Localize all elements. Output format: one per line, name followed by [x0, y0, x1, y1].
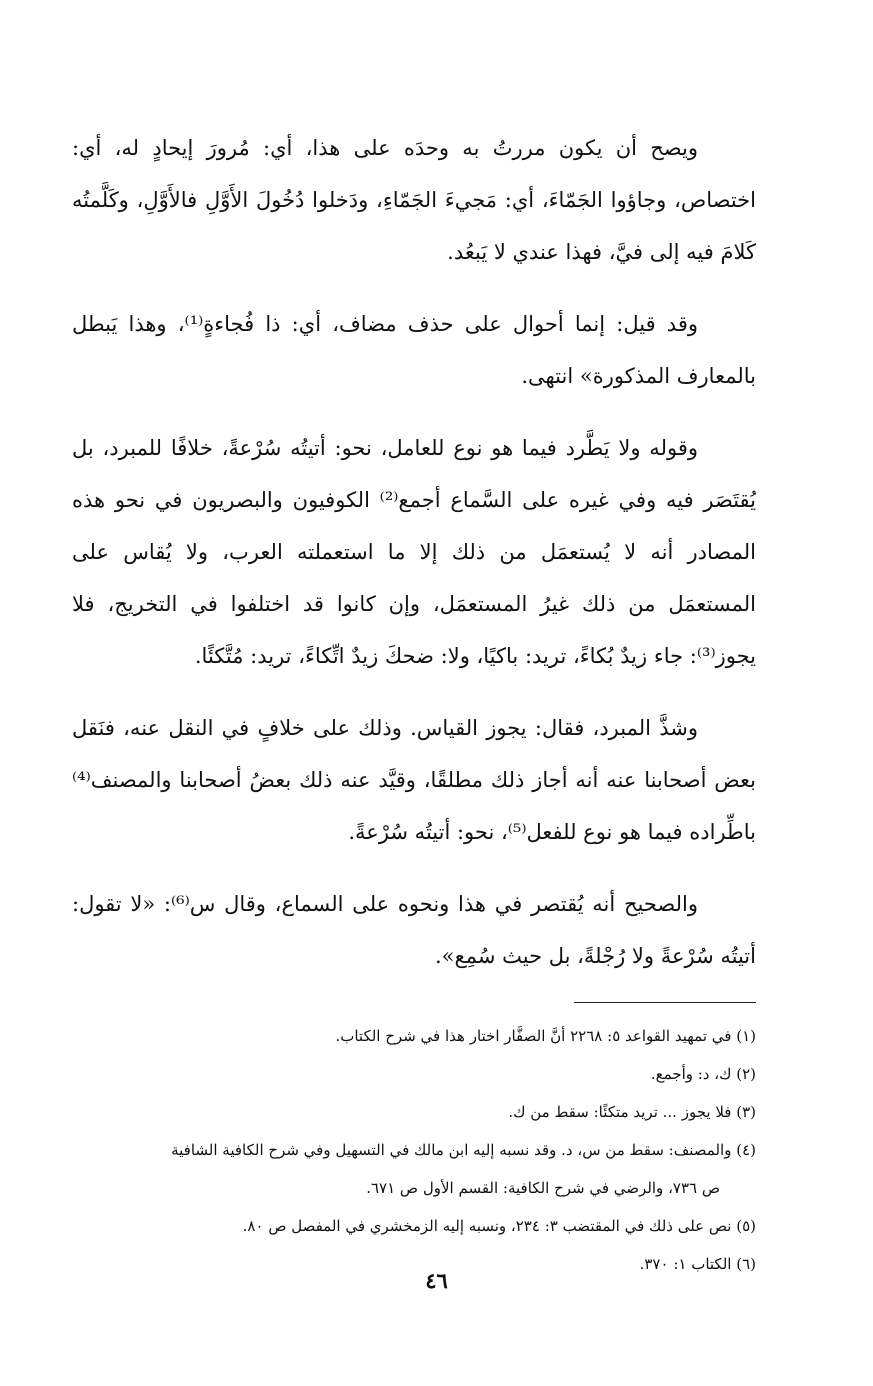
- paragraph-3: وقوله ولا يَطَّرد فيما هو نوع للعامل، نحو: أتيتُه سُرْعةً، خلافًا للمبرد، بل يُقتَصَر فيه وفي غيره على السَّماع أجمع⁽²⁾ الكوفيون والبصريون في نحو هذه المصادر أنه لا يُستعمَل من ذلك إلا ما استعملته العرب، ولا يُقاس على المستعمَل من ذلك غيرُ المستعمَل، وإن كانوا قد اختلفوا في التخريج، فلا يجوز⁽³⁾: جاء زيدٌ بُكاءً، تريد: باكيًا، ولا: ضحكَ زيدٌ اتِّكاءً، تريد: مُتَّكئًا.: [72, 436, 757, 668]
- footnote-1: [72, 1017, 756, 1055]
- paragraph-2: وقد قيل: إنما أحوال على حذف مضاف، أي: ذا فُجاءةٍ⁽¹⁾، وهذا يَبطل بالمعارف المذكورة» انتهى.: [72, 312, 756, 388]
- footnote-2: [72, 1055, 756, 1093]
- paragraph-1: ويصح أن يكون مررتُ به وحدَه على هذا، أي: مُرورَ إيحادٍ له، أي: اختصاص، وجاؤوا الجَمّاءَ، أي: مَجيءَ الجَمّاءِ، ودَخلوا دُخُولَ الأَوَّلِ فالأَوَّلِ، وكَلَّمتُه كَلامَ فيه إلى فيَّ، فهذا عندي لا يَبعُد.: [72, 136, 756, 264]
- footnote-line: (٤) والمصنف: سقط من س، د. وقد نسبه إليه ابن مالك في التسهيل وفي شرح الكافية الشافية: [171, 1141, 756, 1159]
- main-text: [72, 122, 756, 982]
- footnotes: [72, 1017, 756, 1283]
- footnote-4: [72, 1131, 756, 1207]
- footnote-line: (٢) ك، د: وأجمع.: [650, 1065, 756, 1083]
- footnote-line: (١) في تمهيد القواعد ٥: ٢٢٦٨ أنَّ الصفَّار اختار هذا في شرح الكتاب.: [335, 1027, 756, 1045]
- paragraph-4: وشذَّ المبرد، فقال: يجوز القياس. وذلك على خلافٍ في النقل عنه، فنَقل بعض أصحابنا عنه أنه أجاز ذلك مطلقًا، وقيَّد عنه ذلك بعضُ أصحابنا والمصنف⁽⁴⁾ باطِّراده فيما هو نوع للفعل⁽⁵⁾، نحو: أتيتُه سُرْعةً.: [72, 716, 756, 844]
- footnote-line: (٥) نص على ذلك في المقتضب ٣: ٢٣٤، ونسبه إليه الزمخشري في المفصل ص ٨٠.: [242, 1217, 756, 1235]
- footnote-line: (٣) فلا يجوز ... تريد متكئًا: سقط من ك.: [508, 1103, 756, 1121]
- footnote-3: [72, 1093, 756, 1131]
- book-page: [72, 122, 756, 1283]
- page-number: ٤٦: [425, 1268, 448, 1293]
- footnote-line: (٦) الكتاب ١: ٣٧٠.: [639, 1255, 756, 1273]
- footnote-5: [72, 1207, 756, 1245]
- footnote-line-continuation: ص ٧٣٦، والرضي في شرح الكافية: القسم الأول ص ٦٧١.: [366, 1179, 720, 1197]
- paragraph-5: والصحيح أنه يُقتصر في هذا ونحوه على السماع، وقال س⁽⁶⁾: «لا تقول: أتيتُه سُرْعةً ولا رُجْلةً، بل حيث سُمِع».: [72, 892, 756, 968]
- footnote-separator: [574, 1002, 756, 1003]
